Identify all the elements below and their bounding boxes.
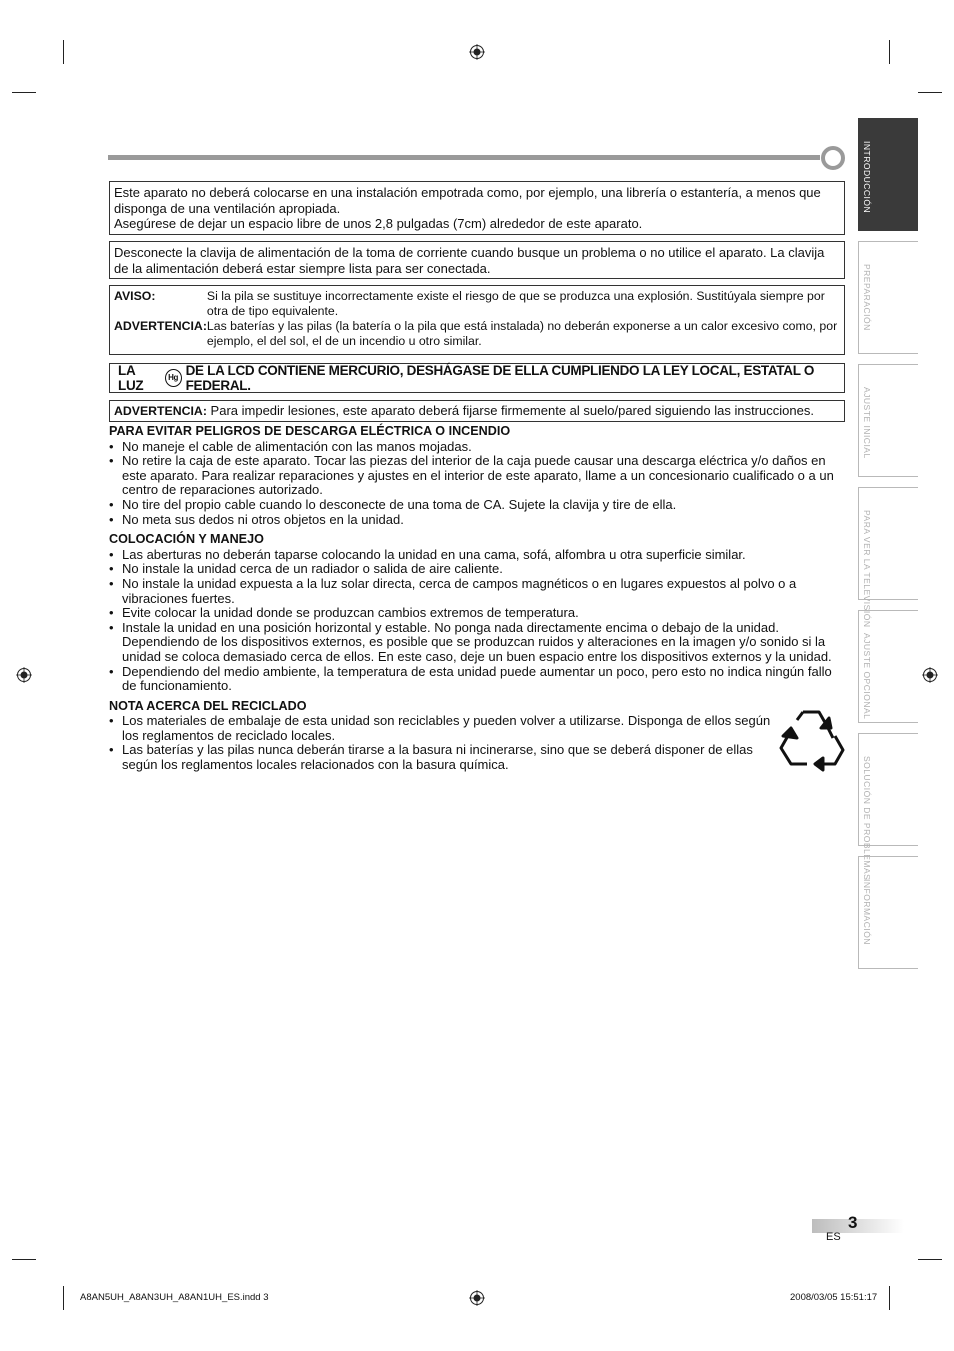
section-title: NOTA ACERCA DEL RECICLADO bbox=[109, 698, 307, 713]
list-item: • No tire del propio cable cuando lo desconecte de una toma de CA. Sujete la clavija y tire de ella. bbox=[109, 498, 845, 513]
header-rule bbox=[108, 155, 820, 160]
mercury-hg-icon: Hg bbox=[165, 369, 182, 387]
mercury-notice-box bbox=[109, 363, 845, 393]
page-number: 3 bbox=[848, 1213, 858, 1232]
list-item: • Dependiendo del medio ambiente, la temperatura de esta unidad puede aumentar un poco, pero esto no indica ningún fallo de funcionamiento. bbox=[109, 665, 845, 694]
section-title: COLOCACIÓN Y MANEJO bbox=[109, 532, 264, 547]
ventilation-notice-box bbox=[109, 181, 845, 235]
tab-ajuste-inicial[interactable] bbox=[858, 364, 918, 477]
list-item: • Las baterías y las pilas nunca deberán tirarse a la basura ni incinerarse, sino que se deberá disponer de ellas según los reglamentos locales relacionados con la basura química. bbox=[109, 743, 774, 772]
recycling-section bbox=[109, 714, 845, 772]
tab-ajuste-opcional[interactable] bbox=[858, 610, 918, 723]
tab-label: AJUSTE INICIAL bbox=[862, 387, 872, 459]
tab-label: AJUSTE OPCIONAL bbox=[862, 633, 872, 720]
list-item: • No meta sus dedos ni otros objetos en la unidad. bbox=[109, 513, 845, 528]
tab-informacion[interactable] bbox=[858, 856, 918, 969]
battery-warning-box bbox=[109, 285, 845, 355]
crop-mark bbox=[12, 1259, 36, 1260]
tab-introduccion[interactable] bbox=[858, 118, 918, 231]
tab-label: SOLUCIÓN DE PROBLEMAS bbox=[862, 756, 872, 881]
crop-mark bbox=[918, 92, 942, 93]
list-item: • No retire la caja de este aparato. Tocar las piezas del interior de la caja puede causar una descarga eléctrica y/o daños en este aparato. Para realizar reparaciones y ajustes en el interior de este aparato, llame a un concesionario cualificado o a un centro de reparaciones autorizado. bbox=[109, 454, 845, 498]
mercury-notice-prefix: LA LUZ bbox=[118, 362, 144, 393]
power-plug-notice-text: Desconecte la clavija de alimentación de la toma de corriente cuando busque un problema o no utilice el aparato. La clavija de la alimentación deberá estar siempre lista para ser conectada. bbox=[114, 245, 825, 276]
tab-label: PREPARACIÓN bbox=[862, 264, 872, 331]
advertencia-text: Las baterías y las pilas (la batería o la pila que está instalada) no deberán exponerse a un calor excesivo como, por ejemplo, el del sol, el de un incendio u otro similar. bbox=[206, 319, 838, 348]
aviso-label: AVISO: bbox=[114, 289, 156, 303]
list-item: • Los materiales de embalaje de esta unidad son reciclables y pueden volver a utilizarse. Disponga de ellos según los reglamentos de reciclado locales. bbox=[109, 714, 774, 743]
list-item: • Instale la unidad en una posición horizontal y estable. No ponga nada directamente encima o debajo de la unidad. Dependiendo de los dispositivos externos, es posible que se produzcan ruidos y alteraciones en la imagen y/o sonido si la unidad se coloca demasiado cerca de ellos. En este caso, deje un buen espacio entre los dispositivos externos y la unidad. bbox=[109, 621, 845, 665]
mercury-notice-suffix: DE LA LCD CONTIENE MERCURIO, DESHÁGASE DE ELLA CUMPLIENDO LA LEY LOCAL, ESTATAL O FEDERAL. bbox=[185, 362, 815, 393]
footer-timestamp: 2008/03/05 15:51:17 bbox=[790, 1292, 878, 1303]
footer-file-name: A8AN5UH_A8AN3UH_A8AN1UH_ES.indd 3 bbox=[80, 1292, 269, 1303]
registration-mark-icon bbox=[469, 44, 485, 60]
mounting-warning-box bbox=[109, 400, 845, 422]
ventilation-notice-line: Este aparato no deberá colocarse en una instalación empotrada como, por ejemplo, una librería o estantería, a menos que disponga de una ventilación apropiada. bbox=[114, 185, 821, 216]
bullet-list bbox=[109, 440, 845, 528]
bullet-list bbox=[109, 548, 845, 694]
page-language: ES bbox=[826, 1231, 841, 1243]
mounting-warning-label: ADVERTENCIA: bbox=[114, 404, 207, 418]
tab-label: PARA VER LA TELEVISIÓN bbox=[862, 510, 872, 628]
mounting-warning-text: Para impedir lesiones, este aparato deberá fijarse firmemente al suelo/pared siguiendo las instrucciones. bbox=[210, 403, 814, 418]
list-item: • Las aberturas no deberán taparse colocando la unidad en una cama, sofá, alfombra u otra superficie similar. bbox=[109, 548, 845, 563]
battery-warning-table bbox=[114, 289, 840, 349]
list-item: • No instale la unidad cerca de un radiador o salida de aire caliente. bbox=[109, 562, 845, 577]
crop-mark bbox=[889, 1286, 890, 1310]
advertencia-label: ADVERTENCIA: bbox=[114, 319, 207, 333]
tab-label: INTRODUCCIÓN bbox=[862, 141, 872, 214]
registration-mark-icon bbox=[469, 1290, 485, 1306]
list-item: • No instale la unidad expuesta a la luz solar directa, cerca de campos magnéticos o en lugares expuestos al polvo o a vibraciones fuertes. bbox=[109, 577, 845, 606]
header-rule-circle bbox=[821, 146, 845, 170]
tab-para-ver-la-television[interactable] bbox=[858, 487, 918, 628]
power-plug-notice-box bbox=[109, 241, 845, 279]
list-item: • No maneje el cable de alimentación con las manos mojadas. bbox=[109, 440, 845, 455]
list-item: • Evite colocar la unidad donde se produzcan cambios extremos de temperatura. bbox=[109, 606, 845, 621]
crop-mark bbox=[889, 40, 890, 64]
section-title: PARA EVITAR PELIGROS DE DESCARGA ELÉCTRICA O INCENDIO bbox=[109, 424, 511, 438]
ventilation-notice-line: Asegúrese de dejar un espacio libre de unos 2,8 pulgadas (7cm) alrededor de este aparato. bbox=[114, 216, 643, 231]
crop-mark bbox=[12, 92, 36, 93]
registration-mark-icon bbox=[922, 667, 938, 683]
recycle-icon bbox=[777, 706, 845, 772]
tab-solucion-de-problemas[interactable] bbox=[858, 733, 918, 881]
tab-preparacion[interactable] bbox=[858, 241, 918, 354]
registration-mark-icon bbox=[16, 667, 32, 683]
aviso-text: Si la pila se sustituye incorrectamente existe el riesgo de que se produzca una explosión. Sustitúyala siempre por otra de tipo equivalente. bbox=[206, 289, 825, 318]
bullet-list bbox=[109, 714, 774, 772]
crop-mark bbox=[63, 1286, 64, 1310]
safety-content bbox=[109, 424, 845, 773]
crop-mark bbox=[918, 1259, 942, 1260]
tab-label: INFORMACIÓN bbox=[862, 879, 872, 945]
section-tabs bbox=[858, 118, 918, 979]
crop-mark bbox=[63, 40, 64, 64]
